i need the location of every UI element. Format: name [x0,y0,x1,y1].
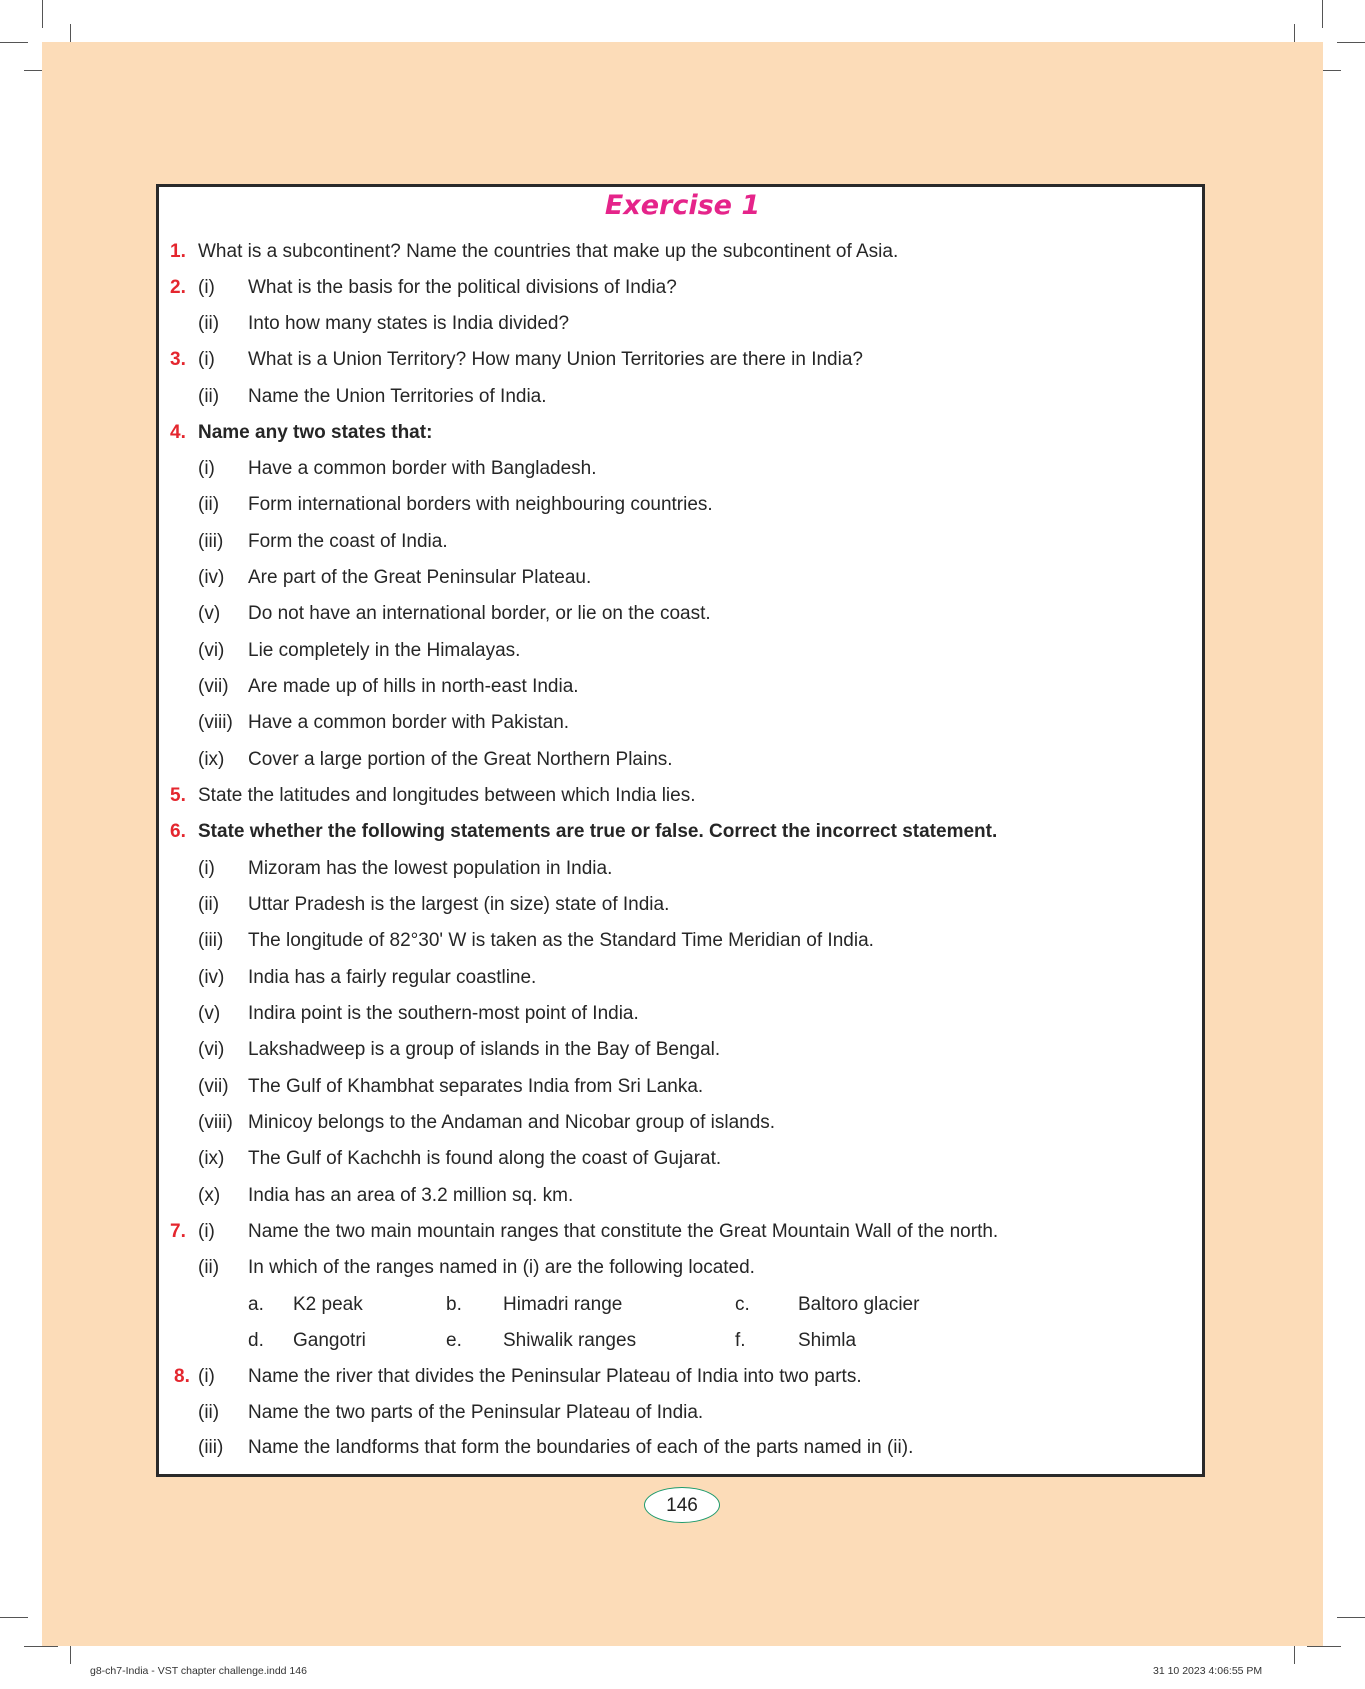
crop-mark [42,0,43,28]
question-text: The longitude of 82°30' W is taken as the Standard Time Meridian of India. [248,930,874,951]
question-text: Do not have an international border, or lie on the coast. [248,603,711,624]
question-text: In which of the ranges named in (i) are the following located. [248,1257,755,1278]
option-letter: d. [248,1330,264,1351]
sub-label: (i) [198,858,215,879]
option-letter: b. [446,1294,462,1315]
question-text: Uttar Pradesh is the largest (in size) state of India. [248,894,670,915]
date-slug: 31 10 2023 4:06:55 PM [1153,1665,1263,1677]
option-text: Himadri range [503,1294,623,1315]
question-number: 6. [170,821,186,842]
question-text: What is a subcontinent? Name the countries that make up the subcontinent of Asia. [198,241,899,262]
question-text: Into how many states is India divided? [248,313,570,334]
crop-mark [0,1617,28,1618]
question-text: Are part of the Great Peninsular Plateau. [248,567,592,588]
question-text: Form the coast of India. [248,531,448,552]
question-text: Cover a large portion of the Great Northern Plains. [248,749,673,770]
sub-label: (viii) [198,1112,233,1133]
question-heading: State whether the following statements are true or false. Correct the incorrect statement. [198,821,998,842]
sub-label: (ii) [198,386,220,407]
sub-label: (i) [198,349,215,370]
question-text: India has a fairly regular coastline. [248,967,537,988]
question-text: Name the two parts of the Peninsular Plateau of India. [248,1402,704,1423]
sub-label: (v) [198,1003,221,1024]
question-text: India has an area of 3.2 million sq. km. [248,1185,574,1206]
option-text: Baltoro glacier [798,1294,920,1315]
sub-label: (i) [198,1366,215,1387]
question-text: What is the basis for the political divisions of India? [248,277,677,298]
option-letter: c. [735,1294,750,1315]
sub-label: (v) [198,603,221,624]
question-number: 3. [170,349,186,370]
question-text: Lakshadweep is a group of islands in the Bay of Bengal. [248,1039,721,1060]
option-text: Gangotri [293,1330,366,1351]
crop-mark [1337,1617,1365,1618]
sub-label: (ix) [198,1148,225,1169]
crop-mark [1322,0,1323,28]
option-letter: e. [446,1330,462,1351]
option-letter: a. [248,1294,264,1315]
question-text: Mizoram has the lowest population in India. [248,858,613,879]
question-text: Are made up of hills in north-east India. [248,676,579,697]
option-letter: f. [735,1330,746,1351]
option-text: Shiwalik ranges [503,1330,637,1351]
question-text: Name the two main mountain ranges that constitute the Great Mountain Wall of the north. [248,1221,999,1242]
sub-label: (ii) [198,894,220,915]
question-text: State the latitudes and longitudes between which India lies. [198,785,696,806]
sub-label: (ii) [198,494,220,515]
question-text: The Gulf of Kachchh is found along the coast of Gujarat. [248,1148,722,1169]
question-text: Have a common border with Bangladesh. [248,458,597,479]
question-number: 5. [170,785,186,806]
question-text: Name the river that divides the Peninsular Plateau of India into two parts. [248,1366,862,1387]
question-number: 8. [174,1366,190,1387]
sub-label: (vi) [198,1039,225,1060]
option-text: Shimla [798,1330,857,1351]
sub-label: (vi) [198,640,225,661]
page-number: 146 [644,1487,720,1523]
question-number: 4. [170,422,186,443]
sub-label: (vii) [198,1076,229,1097]
crop-mark [1307,1646,1341,1647]
question-text: What is a Union Territory? How many Union Territories are there in India? [248,349,863,370]
exercise-title: Exercise 1 [604,190,761,221]
question-heading: Name any two states that: [198,422,433,443]
question-text: Indira point is the southern-most point of India. [248,1003,639,1024]
question-text: Lie completely in the Himalayas. [248,640,521,661]
file-slug: g8-ch7-India - VST chapter challenge.indd 146 [90,1665,307,1677]
sub-label: (ii) [198,1402,220,1423]
sub-label: (ii) [198,1257,220,1278]
sub-label: (x) [198,1185,221,1206]
sub-label: (ix) [198,749,225,770]
question-text: Name the Union Territories of India. [248,386,547,407]
question-number: 2. [170,277,186,298]
sub-label: (viii) [198,712,233,733]
sub-label: (iii) [198,531,224,552]
question-text: Name the landforms that form the boundaries of each of the parts named in (ii). [248,1437,914,1458]
sub-label: (i) [198,458,215,479]
question-text: Minicoy belongs to the Andaman and Nicobar group of islands. [248,1112,776,1133]
sub-label: (iv) [198,967,225,988]
sub-label: (ii) [198,313,220,334]
option-text: K2 peak [293,1294,363,1315]
question-number: 7. [170,1221,186,1242]
sub-label: (i) [198,1221,215,1242]
crop-mark [24,1646,58,1647]
crop-mark [1337,42,1365,43]
sub-label: (iii) [198,930,224,951]
question-text: Form international borders with neighbouring countries. [248,494,713,515]
sub-label: (vii) [198,676,229,697]
sub-label: (i) [198,277,215,298]
sub-label: (iv) [198,567,225,588]
question-number: 1. [170,241,186,262]
question-text: The Gulf of Khambhat separates India from Sri Lanka. [248,1076,704,1097]
sub-label: (iii) [198,1437,224,1458]
crop-mark [0,42,28,43]
question-text: Have a common border with Pakistan. [248,712,570,733]
